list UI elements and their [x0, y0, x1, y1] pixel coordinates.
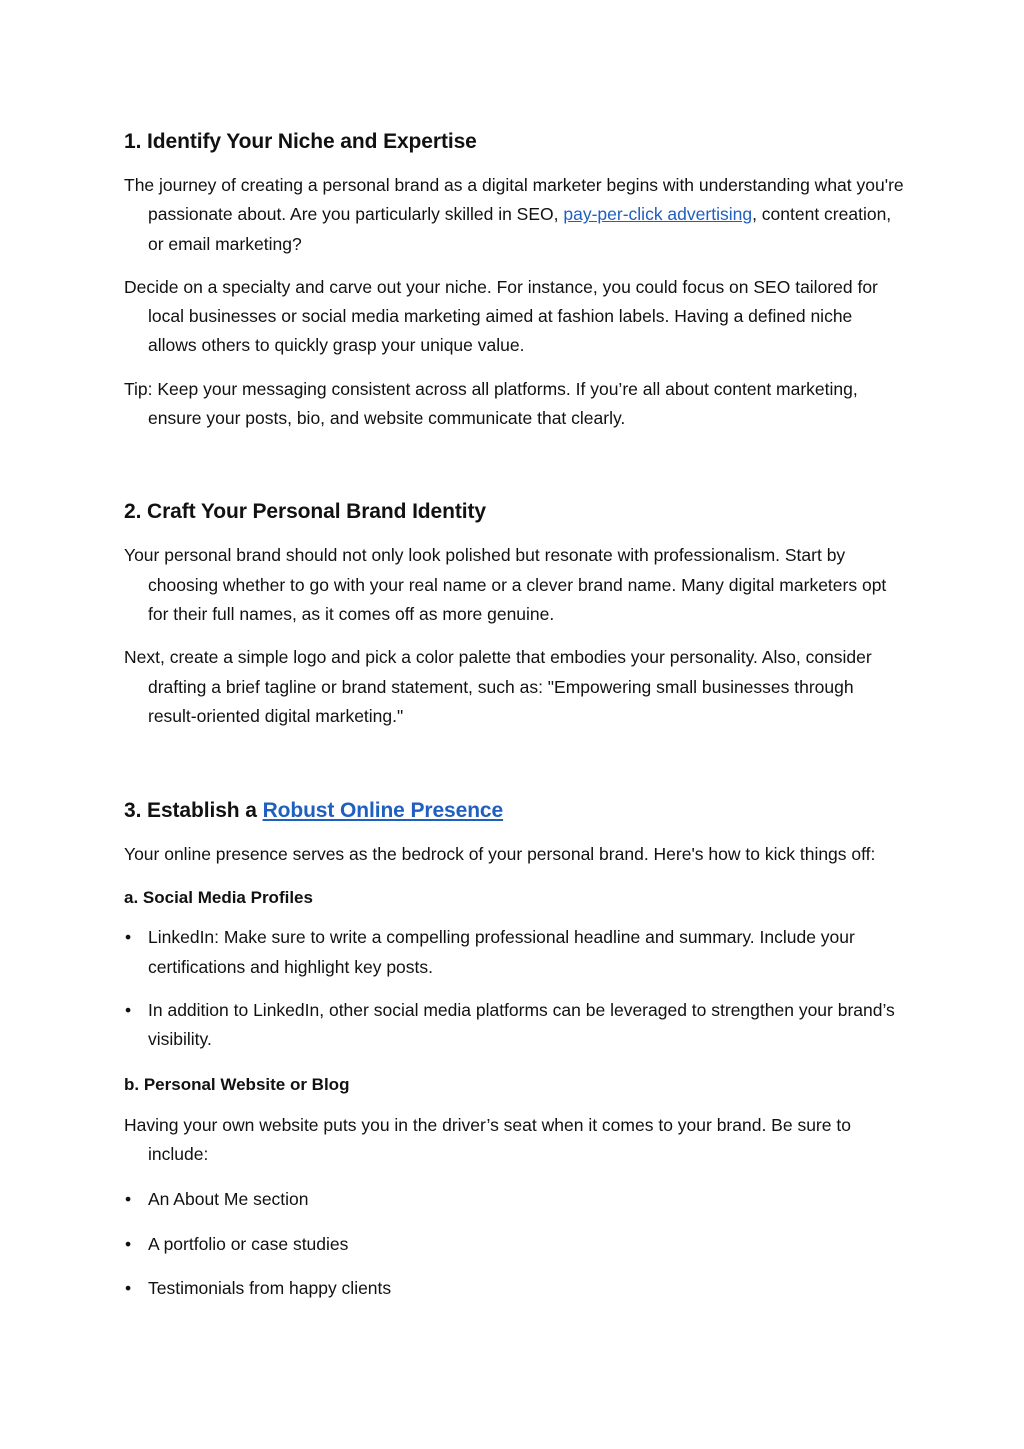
list-item-text: In addition to LinkedIn, other social media platforms can be leveraged to strengthen your brand’s visibility. — [148, 1000, 895, 1050]
section-heading-brand-identity: 2. Craft Your Personal Brand Identity — [124, 500, 486, 524]
link-pay-per-click-advertising[interactable]: pay-per-click advertising — [563, 204, 753, 225]
paragraph-text: The journey of creating a personal brand as a digital marketer begins with understanding what you're passionate about. Are you particularly skilled in SEO, — [124, 175, 904, 225]
paragraph-text: , content creation, or email marketing? — [148, 204, 892, 254]
section-heading-niche: 1. Identify Your Niche and Expertise — [124, 130, 477, 153]
list-item — [124, 1230, 904, 1259]
list-item-text: Testimonials from happy clients — [148, 1277, 392, 1298]
link-robust-online-presence[interactable]: Robust Online Presence — [262, 799, 504, 823]
bullet-icon: • — [125, 1233, 132, 1254]
subheading-social-media-profiles: a. Social Media Profiles — [124, 888, 313, 908]
paragraph-brand-identity-logo: Next, create a simple logo and pick a color palette that embodies your personality. Also, consider drafting a brief tagline or brand statement, such as: "Empowering small businesses through result-oriented digital marketing." — [124, 647, 872, 726]
paragraph-online-presence-intro: Your online presence serves as the bedrock of your personal brand. Here's how to kick things off: — [124, 844, 876, 865]
bullet-icon: • — [125, 1277, 132, 1298]
bullet-icon: • — [125, 1189, 132, 1210]
paragraph-brand-identity-name: Your personal brand should not only look polished but resonate with professionalism. Start by choosing whether to go with your real name or a clever brand name. Many digital marketers opt for their full names, as it comes off as more genuine. — [124, 545, 887, 624]
list-item — [124, 996, 904, 1055]
list-item — [124, 923, 904, 982]
paragraph-niche-specialty: Decide on a specialty and carve out your niche. For instance, you could focus on SEO tailored for local businesses or social media marketing aimed at fashion labels. Having a defined niche allows others to quickly grasp your unique value. — [124, 276, 878, 356]
bullet-icon: • — [125, 1000, 132, 1021]
paragraph-niche-intro — [124, 171, 904, 259]
list-item-text: An About Me section — [148, 1189, 309, 1210]
list-item — [124, 1185, 904, 1214]
subheading-personal-website: b. Personal Website or Blog — [124, 1074, 350, 1094]
bullet-icon: • — [125, 927, 132, 948]
heading-text: 3. Establish a — [124, 799, 263, 823]
paragraph-website-intro: Having your own website puts you in the driver’s seat when it comes to your brand. Be sure to include: — [124, 1114, 851, 1164]
document-page — [124, 126, 904, 1303]
paragraph-niche-tip: Tip: Keep your messaging consistent across all platforms. If you’re all about content marketing, ensure your posts, bio, and website communicate that clearly. — [124, 378, 858, 429]
section-heading-online-presence — [124, 795, 904, 827]
list-item-text: A portfolio or case studies — [148, 1233, 349, 1254]
social-media-bullet-list — [124, 923, 904, 1054]
website-bullet-list — [124, 1185, 904, 1303]
list-item-text: LinkedIn: Make sure to write a compelling professional headline and summary. Include your certifications and highlight key posts. — [148, 927, 855, 977]
list-item — [124, 1274, 904, 1303]
